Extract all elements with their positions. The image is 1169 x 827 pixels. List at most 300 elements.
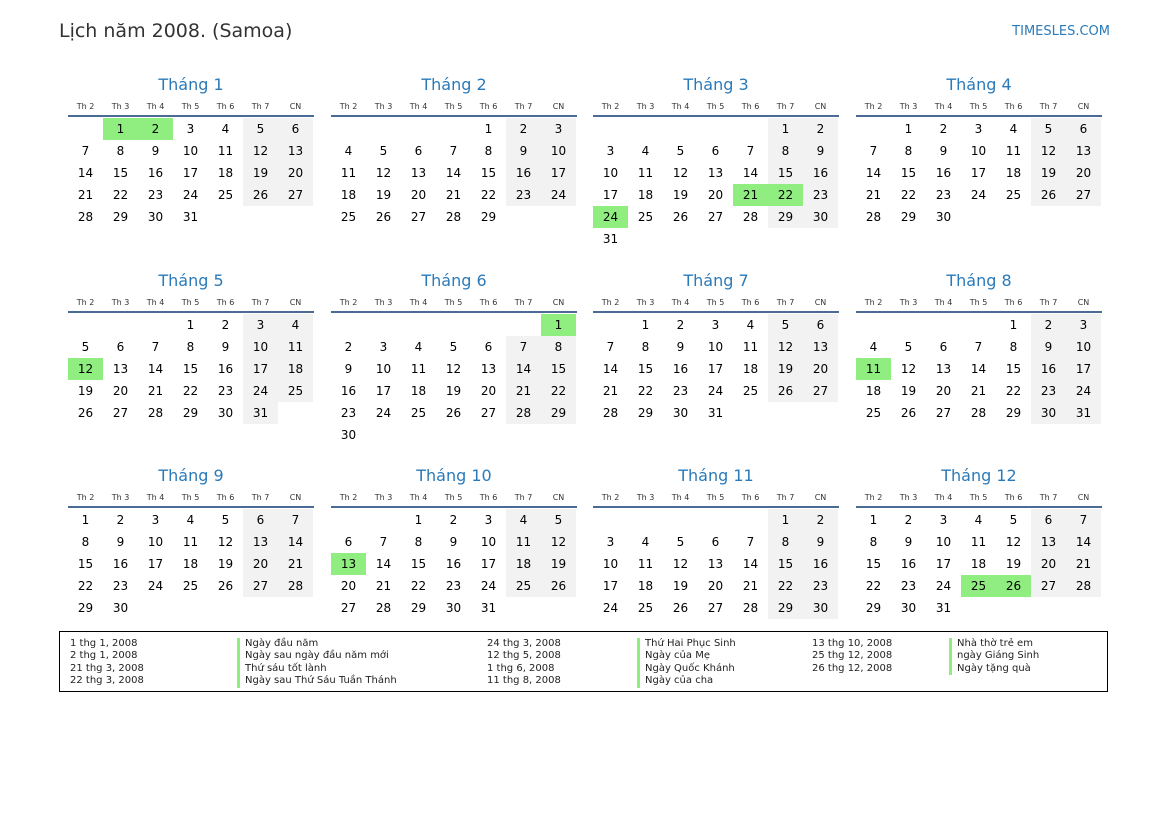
weekday-label: Th 3 <box>636 298 655 307</box>
month-title: Tháng 7 <box>683 271 749 290</box>
day-cell: 26 <box>77 406 94 420</box>
weekday-label: CN <box>552 298 565 307</box>
day-cell: 2 <box>344 340 353 354</box>
day-cell: 4 <box>869 340 878 354</box>
legend-holiday: Thứ Hai Phục Sinh <box>637 638 736 650</box>
day-cell: 3 <box>974 122 983 136</box>
day-cell: 16 <box>217 362 234 376</box>
day-cell: 8 <box>116 144 125 158</box>
weekday-header <box>331 297 577 313</box>
legend-dates-col-1 <box>70 638 144 688</box>
day-cell: 13 <box>1066 140 1101 162</box>
day-cell: 5 <box>243 118 278 140</box>
holiday-day-cell: 25 <box>961 575 996 597</box>
day-cell: 12 <box>445 362 462 376</box>
day-cell: 30 <box>1031 402 1066 424</box>
weekday-label: Th 7 <box>1039 102 1058 111</box>
weekday-label: Th 6 <box>1004 493 1023 502</box>
day-cell: 27 <box>340 601 357 615</box>
empty-cell <box>961 314 996 336</box>
weekday-label: Th 2 <box>864 493 883 502</box>
holiday-day-cell: 13 <box>331 553 366 575</box>
day-cell: 27 <box>410 210 427 224</box>
day-cell: 16 <box>935 166 952 180</box>
day-cell: 31 <box>243 402 278 424</box>
day-cell: 14 <box>147 362 164 376</box>
day-cell: 22 <box>768 575 803 597</box>
empty-cell <box>366 314 401 336</box>
month-title: Tháng 4 <box>946 75 1012 94</box>
page-title: Lịch năm 2008. (Samoa) <box>59 20 293 42</box>
day-cell: 26 <box>541 575 576 597</box>
day-cell: 14 <box>970 362 987 376</box>
day-cell: 10 <box>541 140 576 162</box>
weekday-label: CN <box>552 493 565 502</box>
day-cell: 18 <box>506 553 541 575</box>
day-cell: 11 <box>637 557 654 571</box>
day-cell: 23 <box>803 575 838 597</box>
weekday-label: Th 3 <box>899 102 918 111</box>
weekday-label: Th 6 <box>1004 102 1023 111</box>
weekday-label: Th 7 <box>514 102 533 111</box>
day-cell: 13 <box>243 531 278 553</box>
day-cell: 28 <box>1066 575 1101 597</box>
weekday-label: Th 6 <box>216 102 235 111</box>
day-cell: 27 <box>1066 184 1101 206</box>
weekday-label: Th 5 <box>181 298 200 307</box>
day-cell: 17 <box>182 166 199 180</box>
day-grid <box>331 509 577 619</box>
day-cell: 18 <box>637 188 654 202</box>
day-cell: 22 <box>112 188 129 202</box>
day-cell: 29 <box>77 601 94 615</box>
day-cell: 6 <box>1031 509 1066 531</box>
day-cell: 16 <box>672 362 689 376</box>
weekday-label: Th 4 <box>409 493 428 502</box>
day-cell: 12 <box>541 531 576 553</box>
day-cell: 19 <box>1031 162 1066 184</box>
day-cell: 15 <box>768 162 803 184</box>
day-cell: 15 <box>1005 362 1022 376</box>
weekday-label: Th 4 <box>671 493 690 502</box>
day-cell: 24 <box>480 579 497 593</box>
day-cell: 15 <box>637 362 654 376</box>
weekday-label: Th 2 <box>864 102 883 111</box>
empty-cell <box>436 118 471 140</box>
weekday-header <box>856 101 1102 117</box>
day-cell: 7 <box>278 509 313 531</box>
day-cell: 16 <box>803 162 838 184</box>
day-cell: 17 <box>602 188 619 202</box>
weekday-label: Th 2 <box>339 102 358 111</box>
day-cell: 11 <box>1005 144 1022 158</box>
day-cell: 14 <box>742 166 759 180</box>
day-cell: 29 <box>768 206 803 228</box>
day-cell: 12 <box>768 336 803 358</box>
day-cell: 18 <box>278 358 313 380</box>
day-cell: 17 <box>243 358 278 380</box>
weekday-label: CN <box>1077 102 1090 111</box>
day-cell: 31 <box>182 210 199 224</box>
weekday-label: Th 3 <box>111 493 130 502</box>
day-cell: 3 <box>151 513 160 527</box>
day-cell: 9 <box>676 340 685 354</box>
legend-date: 24 thg 3, 2008 <box>487 638 561 649</box>
day-cell: 29 <box>541 402 576 424</box>
day-cell: 11 <box>970 535 987 549</box>
empty-cell <box>366 118 401 140</box>
holiday-day-cell: 1 <box>541 314 576 336</box>
empty-cell <box>733 509 768 531</box>
month-block <box>331 270 577 446</box>
day-cell: 1 <box>904 122 913 136</box>
day-cell: 27 <box>707 601 724 615</box>
empty-cell <box>698 118 733 140</box>
holiday-day-cell: 26 <box>996 575 1031 597</box>
day-cell: 2 <box>116 513 125 527</box>
holiday-day-cell: 1 <box>103 118 138 140</box>
day-cell: 8 <box>1009 340 1018 354</box>
day-cell: 26 <box>375 210 392 224</box>
legend-names-col-3 <box>949 638 1039 675</box>
day-cell: 21 <box>865 188 882 202</box>
empty-cell <box>856 118 891 140</box>
day-cell: 2 <box>506 118 541 140</box>
legend-date: 11 thg 8, 2008 <box>487 675 561 687</box>
empty-cell <box>331 314 366 336</box>
legend-names-col-1 <box>237 638 397 688</box>
month-block <box>593 465 839 619</box>
weekday-label: Th 5 <box>706 298 725 307</box>
day-cell: 25 <box>278 380 313 402</box>
day-cell: 19 <box>243 162 278 184</box>
weekday-label: Th 3 <box>111 102 130 111</box>
day-cell: 26 <box>445 406 462 420</box>
day-cell: 23 <box>112 579 129 593</box>
day-cell: 10 <box>1066 336 1101 358</box>
day-cell: 24 <box>970 188 987 202</box>
day-cell: 1 <box>641 318 650 332</box>
day-cell: 14 <box>1066 531 1101 553</box>
day-grid <box>856 118 1102 228</box>
site-link[interactable]: TIMESLES.COM <box>1012 24 1110 39</box>
weekday-label: Th 2 <box>339 298 358 307</box>
day-cell: 9 <box>803 140 838 162</box>
day-cell: 6 <box>711 535 720 549</box>
day-cell: 31 <box>602 232 619 246</box>
weekday-header <box>68 101 314 117</box>
day-cell: 21 <box>742 579 759 593</box>
weekday-label: Th 5 <box>181 102 200 111</box>
day-cell: 19 <box>672 579 689 593</box>
day-cell: 28 <box>970 406 987 420</box>
weekday-header <box>593 297 839 313</box>
day-cell: 29 <box>410 601 427 615</box>
day-cell: 2 <box>803 509 838 531</box>
day-cell: 6 <box>344 535 353 549</box>
day-grid <box>856 314 1102 424</box>
day-cell: 19 <box>1005 557 1022 571</box>
day-cell: 24 <box>243 380 278 402</box>
legend-date: 1 thg 6, 2008 <box>487 662 555 674</box>
day-cell: 2 <box>1031 314 1066 336</box>
day-cell: 11 <box>217 144 234 158</box>
day-cell: 8 <box>869 535 878 549</box>
day-cell: 26 <box>217 579 234 593</box>
weekday-header <box>593 492 839 508</box>
day-cell: 22 <box>900 188 917 202</box>
day-cell: 23 <box>900 579 917 593</box>
day-cell: 20 <box>935 384 952 398</box>
day-cell: 20 <box>707 579 724 593</box>
holiday-day-cell: 21 <box>733 184 768 206</box>
day-cell: 5 <box>81 340 90 354</box>
weekday-label: Th 7 <box>251 493 270 502</box>
day-cell: 11 <box>410 362 427 376</box>
weekday-label: Th 4 <box>146 493 165 502</box>
day-cell: 16 <box>340 384 357 398</box>
weekday-label: Th 6 <box>479 102 498 111</box>
legend-holiday: Ngày sau Thứ Sáu Tuần Thánh <box>237 675 397 687</box>
day-cell: 25 <box>637 210 654 224</box>
empty-cell <box>103 314 138 336</box>
weekday-label: Th 4 <box>409 298 428 307</box>
day-cell: 14 <box>278 531 313 553</box>
day-cell: 25 <box>742 384 759 398</box>
empty-cell <box>698 509 733 531</box>
day-cell: 15 <box>410 557 427 571</box>
legend-holiday: ngày Giáng Sinh <box>949 650 1039 662</box>
day-cell: 8 <box>768 140 803 162</box>
day-cell: 28 <box>278 575 313 597</box>
weekday-label: Th 5 <box>969 298 988 307</box>
day-cell: 13 <box>1031 531 1066 553</box>
legend-date: 2 thg 1, 2008 <box>70 650 138 662</box>
day-cell: 19 <box>375 188 392 202</box>
day-cell: 12 <box>1005 535 1022 549</box>
legend-holiday: Ngày tặng quà <box>949 663 1039 675</box>
weekday-label: Th 7 <box>776 493 795 502</box>
day-cell: 24 <box>602 601 619 615</box>
weekday-header <box>68 492 314 508</box>
day-cell: 30 <box>803 597 838 619</box>
day-cell: 27 <box>243 575 278 597</box>
day-cell: 5 <box>1009 513 1018 527</box>
day-cell: 30 <box>445 601 462 615</box>
day-cell: 22 <box>410 579 427 593</box>
legend-holiday: Ngày của cha <box>637 675 736 687</box>
day-cell: 4 <box>641 535 650 549</box>
day-cell: 24 <box>182 188 199 202</box>
day-cell: 15 <box>865 557 882 571</box>
day-cell: 20 <box>707 188 724 202</box>
legend-holiday: Ngày Quốc Khánh <box>637 663 736 675</box>
weekday-label: Th 7 <box>776 298 795 307</box>
day-cell: 16 <box>900 557 917 571</box>
day-cell: 8 <box>904 144 913 158</box>
day-cell: 21 <box>1066 553 1101 575</box>
day-cell: 30 <box>147 210 164 224</box>
day-cell: 28 <box>506 402 541 424</box>
holiday-day-cell: 24 <box>593 206 628 228</box>
day-cell: 20 <box>340 579 357 593</box>
day-cell: 2 <box>803 118 838 140</box>
day-cell: 29 <box>112 210 129 224</box>
day-cell: 3 <box>484 513 493 527</box>
weekday-label: Th 6 <box>479 298 498 307</box>
day-cell: 5 <box>676 144 685 158</box>
day-cell: 29 <box>1005 406 1022 420</box>
month-title: Tháng 8 <box>946 271 1012 290</box>
empty-cell <box>401 118 436 140</box>
holiday-day-cell: 2 <box>138 118 173 140</box>
day-cell: 16 <box>445 557 462 571</box>
day-cell: 16 <box>147 166 164 180</box>
day-cell: 14 <box>865 166 882 180</box>
day-cell: 15 <box>112 166 129 180</box>
day-cell: 3 <box>711 318 720 332</box>
day-cell: 5 <box>904 340 913 354</box>
weekday-label: Th 7 <box>776 102 795 111</box>
day-cell: 8 <box>484 144 493 158</box>
day-cell: 2 <box>221 318 230 332</box>
day-cell: 18 <box>637 579 654 593</box>
empty-cell <box>68 118 103 140</box>
weekday-label: Th 5 <box>706 102 725 111</box>
day-cell: 1 <box>414 513 423 527</box>
weekday-label: Th 4 <box>146 298 165 307</box>
day-cell: 14 <box>445 166 462 180</box>
day-cell: 11 <box>278 336 313 358</box>
day-cell: 27 <box>707 210 724 224</box>
weekday-label: Th 3 <box>374 102 393 111</box>
day-cell: 26 <box>672 210 689 224</box>
month-block <box>593 270 839 424</box>
weekday-label: Th 4 <box>671 298 690 307</box>
day-cell: 1 <box>1009 318 1018 332</box>
day-cell: 4 <box>344 144 353 158</box>
day-cell: 6 <box>939 340 948 354</box>
day-cell: 28 <box>147 406 164 420</box>
weekday-label: Th 5 <box>706 493 725 502</box>
day-cell: 5 <box>379 144 388 158</box>
day-cell: 19 <box>541 553 576 575</box>
day-cell: 7 <box>506 336 541 358</box>
day-cell: 9 <box>506 140 541 162</box>
day-grid <box>856 509 1102 619</box>
day-cell: 29 <box>637 406 654 420</box>
weekday-label: Th 4 <box>934 493 953 502</box>
day-cell: 18 <box>970 557 987 571</box>
day-cell: 18 <box>182 557 199 571</box>
day-cell: 16 <box>506 162 541 184</box>
weekday-label: Th 5 <box>969 102 988 111</box>
weekday-label: Th 2 <box>601 102 620 111</box>
day-cell: 27 <box>278 184 313 206</box>
day-cell: 11 <box>340 166 357 180</box>
day-cell: 11 <box>742 340 759 354</box>
day-cell: 27 <box>1031 575 1066 597</box>
day-cell: 16 <box>112 557 129 571</box>
month-title: Tháng 2 <box>421 75 487 94</box>
day-cell: 25 <box>340 210 357 224</box>
day-cell: 10 <box>243 336 278 358</box>
day-cell: 9 <box>904 535 913 549</box>
day-cell: 7 <box>606 340 615 354</box>
day-cell: 1 <box>484 122 493 136</box>
weekday-label: Th 3 <box>636 102 655 111</box>
day-cell: 20 <box>480 384 497 398</box>
day-cell: 9 <box>221 340 230 354</box>
day-cell: 23 <box>672 384 689 398</box>
day-cell: 25 <box>865 406 882 420</box>
day-cell: 4 <box>1009 122 1018 136</box>
day-cell: 18 <box>865 384 882 398</box>
day-cell: 3 <box>1066 314 1101 336</box>
day-cell: 6 <box>414 144 423 158</box>
day-cell: 29 <box>182 406 199 420</box>
day-cell: 30 <box>803 206 838 228</box>
legend-holiday: Ngày sau ngày đầu năm mới <box>237 650 397 662</box>
day-cell: 18 <box>1005 166 1022 180</box>
day-cell: 14 <box>77 166 94 180</box>
day-cell: 4 <box>414 340 423 354</box>
weekday-label: Th 6 <box>741 493 760 502</box>
legend-date: 25 thg 12, 2008 <box>812 650 893 662</box>
day-cell: 17 <box>707 362 724 376</box>
day-cell: 15 <box>768 553 803 575</box>
day-cell: 7 <box>746 535 755 549</box>
month-block <box>856 270 1102 424</box>
weekday-label: Th 3 <box>899 493 918 502</box>
weekday-label: Th 4 <box>146 102 165 111</box>
empty-cell <box>436 314 471 336</box>
day-cell: 13 <box>707 166 724 180</box>
weekday-label: Th 7 <box>1039 493 1058 502</box>
day-cell: 11 <box>637 166 654 180</box>
day-cell: 30 <box>340 428 357 442</box>
day-cell: 24 <box>707 384 724 398</box>
legend-dates-col-2 <box>487 638 561 688</box>
day-cell: 17 <box>970 166 987 180</box>
weekday-label: Th 5 <box>969 493 988 502</box>
holiday-day-cell: 12 <box>68 358 103 380</box>
day-cell: 23 <box>147 188 164 202</box>
day-grid <box>593 118 839 250</box>
day-cell: 1 <box>186 318 195 332</box>
day-cell: 22 <box>865 579 882 593</box>
day-cell: 7 <box>81 144 90 158</box>
day-cell: 17 <box>602 579 619 593</box>
empty-cell <box>401 314 436 336</box>
empty-cell <box>733 118 768 140</box>
day-cell: 8 <box>81 535 90 549</box>
legend-date: 26 thg 12, 2008 <box>812 662 893 674</box>
empty-cell <box>663 118 698 140</box>
day-cell: 6 <box>278 118 313 140</box>
weekday-label: Th 4 <box>671 102 690 111</box>
day-cell: 4 <box>278 314 313 336</box>
empty-cell <box>593 509 628 531</box>
day-cell: 25 <box>182 579 199 593</box>
month-title: Tháng 10 <box>416 466 492 485</box>
day-cell: 3 <box>243 314 278 336</box>
day-cell: 8 <box>641 340 650 354</box>
day-cell: 21 <box>445 188 462 202</box>
day-cell: 3 <box>606 144 615 158</box>
empty-cell <box>331 509 366 531</box>
weekday-label: Th 5 <box>444 493 463 502</box>
